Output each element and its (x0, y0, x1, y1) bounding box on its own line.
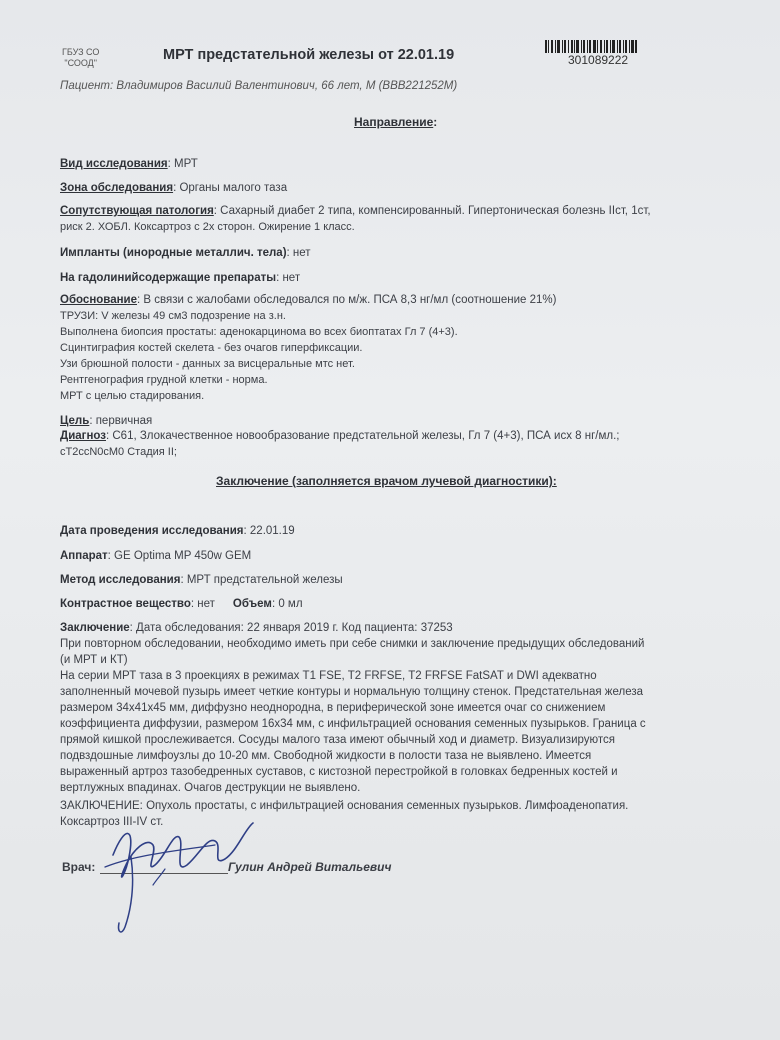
handwritten-signature (95, 815, 265, 940)
conclusion-line: заполненный мочевой пузырь имеет четкие контуры и нормальную толщину стенок. Предстательная железа (60, 686, 644, 698)
reason-line: Узи брюшной полости - данных за висцеральные мтс нет. (60, 358, 355, 370)
diagnosis-row-cont: сТ2ссN0cM0 Стадия II; (60, 446, 177, 458)
reason-row: Обоснование: В связи с жалобами обследовался по м/ж. ПСА 8,3 нг/мл (соотношение 21%) (60, 294, 557, 306)
doctor-label: Врач: (62, 860, 96, 874)
pathology-row-cont: риск 2. ХОБЛ. Коксартроз с 2х сторон. Ожирение 1 класс. (60, 221, 355, 233)
implants-row: Импланты (инородные металлич. тела): нет (60, 247, 311, 259)
organization-stamp (62, 47, 99, 69)
reason-line: МРТ с целью стадирования. (60, 390, 205, 402)
conclusion-line: размером 34х41х45 мм, диффузно неоднородна, в периферической зоне имеется очаг со снижением (60, 702, 606, 714)
conclusion-line: вертлужных впадинах. Очагов деструкции не выявлено. (60, 782, 361, 794)
conclusion-line: прямой кишкой прослеживается. Сосуды малого таза имеют обычный ход и диаметр. Визуализируются (60, 734, 615, 746)
conclusion-heading: Заключение (заполняется врачом лучевой диагностики): (216, 474, 557, 488)
conclusion-line: коэффициента диффузии, размером 16х34 мм, с инфильтрацией основания семенных пузырьков. Граница с (60, 718, 646, 730)
conclusion-line: (и МРТ и КТ) (60, 654, 128, 666)
conclusion-line: При повторном обследовании, необходимо иметь при себе снимки и заключение предыдущих обследований (60, 638, 645, 650)
final-conclusion-line: Коксартроз III-IV ст. (60, 816, 164, 828)
pathology-row: Сопутствующая патология: Сахарный диабет 2 типа, компенсированный. Гипертоническая болезнь IIст, 1ст, (60, 205, 651, 217)
barcode-graphic (545, 40, 637, 53)
org-abbrev: "СООД" (64, 58, 97, 68)
document-title: МРТ предстательной железы от 22.01.19 (163, 47, 455, 63)
contrast-row: Контрастное вещество: нет Объем: 0 мл (60, 598, 303, 610)
conclusion-line: подвздошные лимфоузлы до 10-20 мм. Свободной жидкости в полости таза не выявлено. Имеется (60, 750, 592, 762)
org-name: ГБУЗ СО (62, 47, 100, 57)
reason-line: Выполнена биопсия простаты: аденокарцинома во всех биоптатах Гл 7 (4+3). (60, 326, 458, 338)
method-row: Метод исследования: МРТ предстательной железы (60, 574, 343, 586)
barcode-number: 301089222 (568, 53, 629, 67)
gadolinium-row: На гадолинийсодержащие препараты: нет (60, 272, 301, 284)
exam-date-row: Дата проведения исследования: 22.01.19 (60, 525, 295, 537)
exam-type-row: Вид исследования: МРТ (60, 158, 198, 170)
conclusion-summary-row: Заключение: Дата обследования: 22 января 2019 г. Код пациента: 37253 (60, 622, 453, 634)
goal-row: Цель: первичная (60, 415, 153, 427)
reason-line: Рентгенография грудной клетки - норма. (60, 374, 268, 386)
zone-row: Зона обследования: Органы малого таза (60, 182, 288, 194)
doctor-name: Гулин Андрей Витальевич (228, 860, 392, 874)
reason-line: Сцинтиграфия костей скелета - без очагов гиперфиксации. (60, 342, 363, 354)
referral-heading: Направление: (354, 115, 438, 129)
patient-info: Пациент: Владимиров Василий Валентинович, 66 лет, М (ВВВ221252М) (60, 80, 458, 92)
diagnosis-row: Диагноз: C61, Злокачественное новообразование предстательной железы, Гл 7 (4+3), ПСА исх 8 нг/мл.; (60, 430, 620, 442)
device-row: Аппарат: GE Optima MP 450w GEM (60, 550, 252, 562)
final-conclusion-line: ЗАКЛЮЧЕНИЕ: Опухоль простаты, с инфильтрацией основания семенных пузырьков. Лимфоаденопатия. (60, 800, 629, 812)
reason-line: ТРУЗИ: V железы 49 см3 подозрение на з.н. (60, 310, 286, 322)
conclusion-line: выраженный артроз тазобедренных суставов, с кистозной перестройкой в головках бедренных костей и (60, 766, 618, 778)
conclusion-line: На серии МРТ таза в 3 проекциях в режимах T1 FSE, T2 FRFSE, T2 FRFSE FatSAT и DWI адекватно (60, 670, 597, 682)
